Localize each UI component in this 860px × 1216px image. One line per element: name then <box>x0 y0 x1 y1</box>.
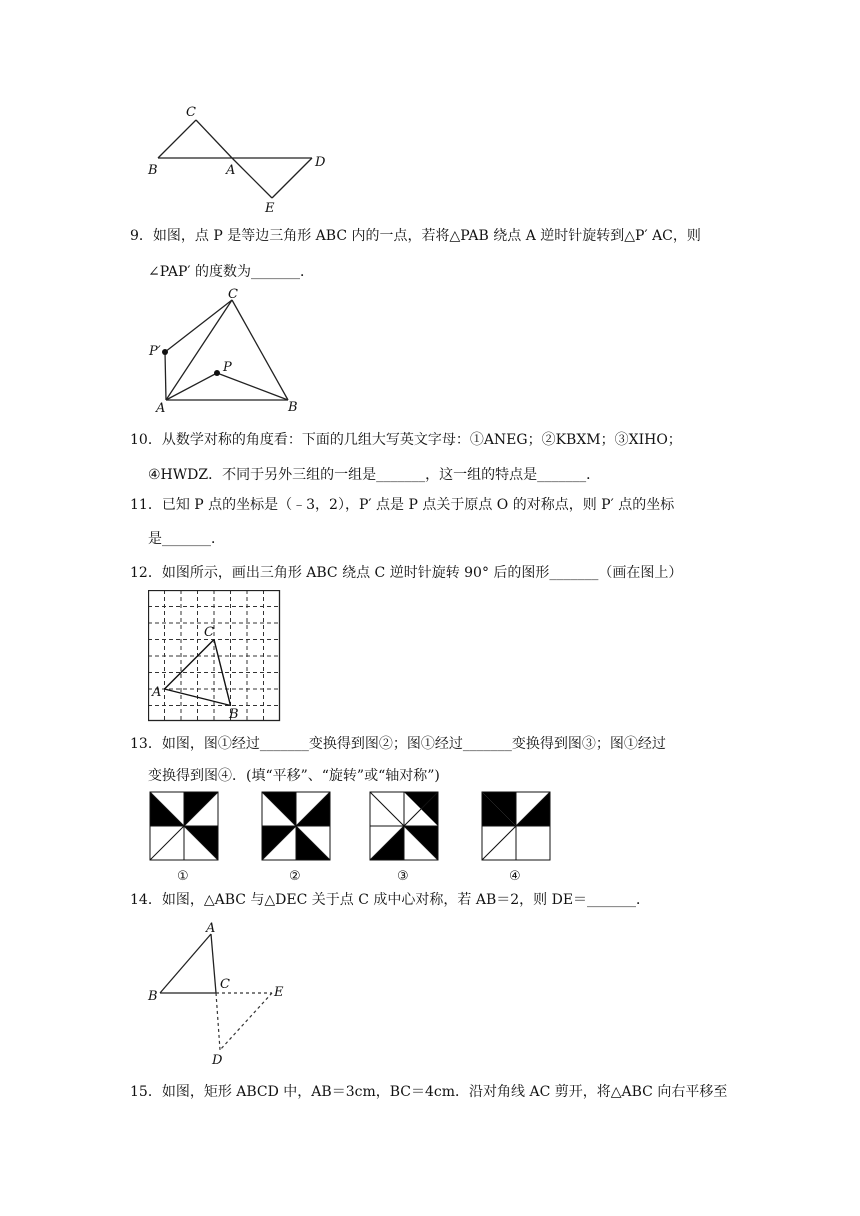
label-p-prime: P′ <box>149 344 161 359</box>
question-15-line-1: 15．如图，矩形 ABCD 中，AB＝3cm，BC＝4cm．沿对角线 AC 剪开，将△ABC 向右平移至 <box>130 1084 728 1100</box>
segment-ed <box>272 158 312 198</box>
caption-3: ③ <box>397 869 409 884</box>
figure-q9 <box>140 285 320 415</box>
label-e: E <box>265 201 275 216</box>
label-p: P <box>223 360 232 375</box>
label-a: A <box>156 401 166 415</box>
question-11-line-1: 11．已知 P 点的坐标是（﹣3，2），P′ 点是 P 点关于原点 O 的对称点，则 P′ 点的坐标 <box>130 497 675 513</box>
square-3 <box>370 792 438 860</box>
question-9-line-1: 9．如图，点 P 是等边三角形 ABC 内的一点，若将△PAB 绕点 A 逆时针旋转到△P′ AC，则 <box>130 228 701 244</box>
label-d: D <box>212 1053 223 1068</box>
label-a: A <box>152 685 162 700</box>
question-13-line-1: 13．如图，图①经过_______变换得到图②；图①经过_______变换得到图③；图①经过 <box>130 736 666 752</box>
label-e: E <box>274 985 284 1000</box>
figure-q14 <box>140 918 310 1068</box>
caption-4: ④ <box>509 869 521 884</box>
figure-q8 <box>140 100 340 220</box>
label-c: C <box>186 105 196 120</box>
segment-ca <box>196 120 232 158</box>
square-2 <box>262 792 330 860</box>
label-b: B <box>148 989 158 1004</box>
segment-ae <box>232 158 272 198</box>
label-c: C <box>228 287 238 302</box>
label-c: C <box>204 625 214 640</box>
question-9-line-2: ∠PAP′ 的度数为_______． <box>148 264 315 280</box>
point-p-prime <box>162 349 168 355</box>
square-4 <box>482 792 550 860</box>
question-11-line-2: 是_______． <box>148 531 225 547</box>
caption-2: ② <box>289 869 301 884</box>
label-a: A <box>206 921 216 936</box>
question-10-line-1: 10．从数学对称的角度看：下面的几组大写英文字母：①ANEG；②KBXM；③XIHO； <box>130 432 682 448</box>
label-a: A <box>226 163 236 178</box>
caption-1: ① <box>177 869 189 884</box>
point-p <box>214 370 220 376</box>
question-10-line-2: ④HWDZ．不同于另外三组的一组是_______，这一组的特点是_______． <box>148 467 601 483</box>
segment-bc <box>158 120 196 158</box>
label-b: B <box>288 400 298 415</box>
question-14-line-1: 14．如图，△ABC 与△DEC 关于点 C 成中心对称，若 AB＝2，则 DE＝_______． <box>130 892 651 908</box>
question-13-line-2: 变换得到图④．(填“平移”、“旋转”或“轴对称”) <box>148 768 440 784</box>
question-12-line-1: 12．如图所示，画出三角形 ABC 绕点 C 逆时针旋转 90° 后的图形_______（画在图上） <box>130 565 683 581</box>
label-c: C <box>220 977 230 992</box>
label-b: B <box>229 707 239 722</box>
square-1 <box>150 792 218 860</box>
figure-q13-squares <box>140 788 560 888</box>
figure-q12-grid <box>148 590 283 725</box>
label-b: B <box>148 163 158 178</box>
label-d: D <box>315 155 326 170</box>
